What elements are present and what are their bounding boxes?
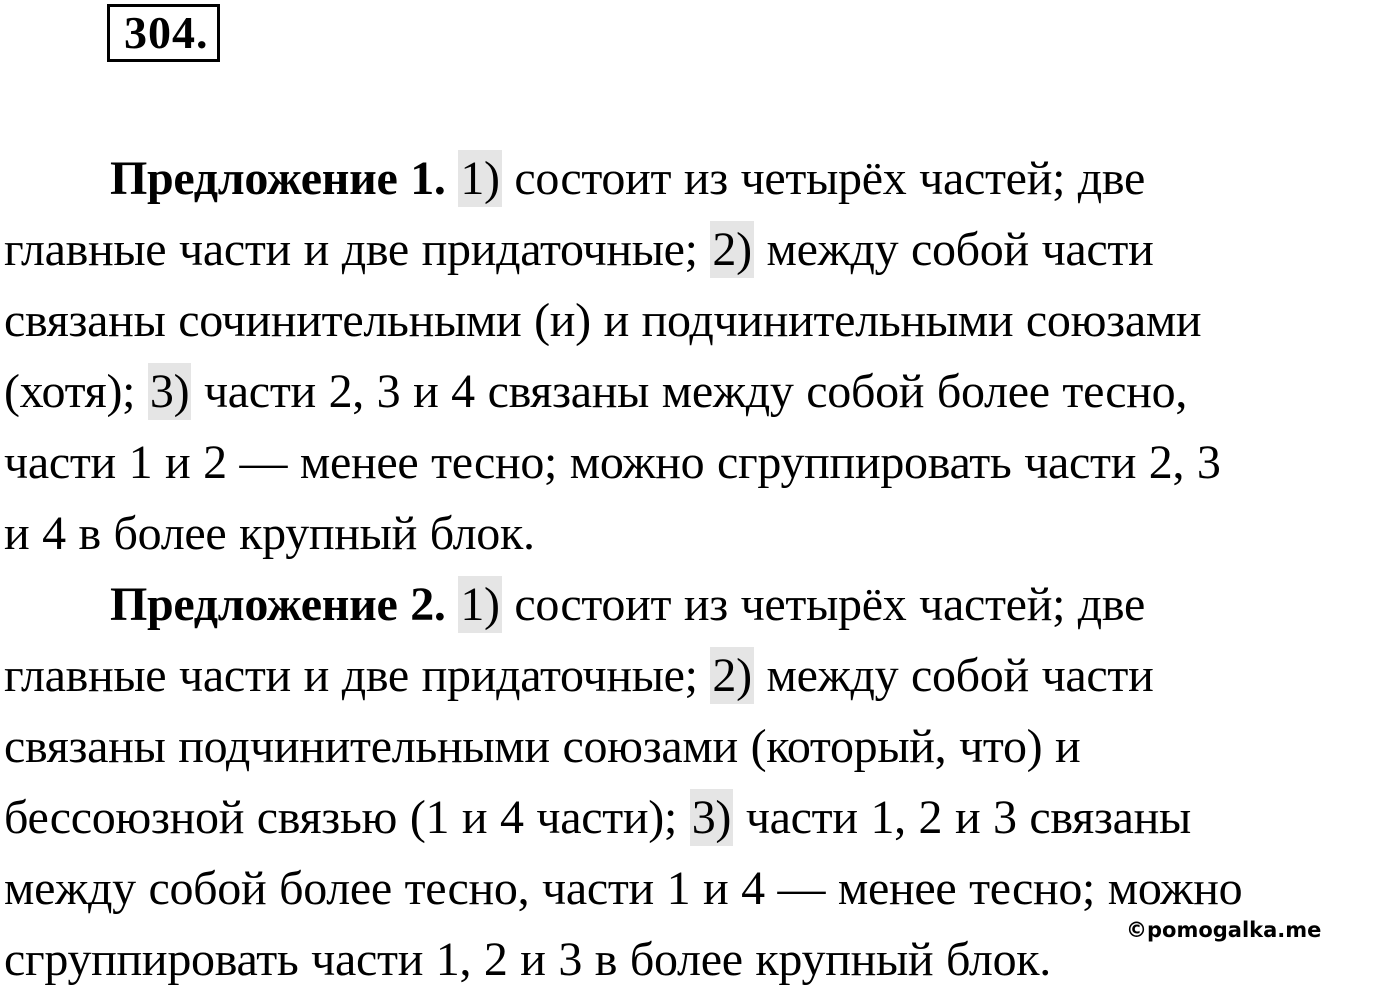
answer-text xyxy=(4,143,1396,995)
point-marker: 2) xyxy=(712,649,752,702)
task-number-dot: . xyxy=(196,7,209,58)
point-marker: 2) xyxy=(712,223,752,276)
text-line xyxy=(4,356,1396,427)
watermark: ©pomogalka.me xyxy=(1126,918,1322,942)
text-line xyxy=(4,427,1396,498)
sentence-heading: Предложение 1. xyxy=(110,152,446,205)
text-segment: и 4 в более крупный блок. xyxy=(4,507,535,560)
text-segment: части 1 и 2 — менее тесно; можно сгруппировать части 2, 3 xyxy=(4,436,1221,489)
text-segment: между собой части xyxy=(753,649,1154,702)
text-segment: состоит из четырёх частей; две xyxy=(501,152,1146,205)
text-line xyxy=(4,214,1396,285)
text-segment: состоит из четырёх частей; две xyxy=(501,578,1146,631)
text-segment: между собой более тесно, части 1 и 4 — менее тесно; можно xyxy=(4,862,1243,915)
text-segment: части 2, 3 и 4 связаны между собой более тесно, xyxy=(191,365,1188,418)
point-marker: 3) xyxy=(691,791,732,844)
text-line xyxy=(4,640,1396,711)
text-line xyxy=(4,711,1396,782)
text-segment: главные части и две придаточные; xyxy=(4,649,711,702)
text-segment: между собой части xyxy=(753,223,1154,276)
task-number-box xyxy=(107,4,220,62)
text-segment: (хотя); xyxy=(4,365,148,418)
paragraph-sentence-1 xyxy=(4,143,1396,569)
text-line xyxy=(4,569,1396,640)
text-segment: части 1, 2 и 3 связаны xyxy=(733,791,1191,844)
text-segment: сгруппировать части 1, 2 и 3 в более крупный блок. xyxy=(4,933,1052,986)
task-number: 304 xyxy=(124,7,196,58)
sentence-heading: Предложение 2. xyxy=(110,578,446,631)
point-marker: 1) xyxy=(460,152,500,205)
text-line xyxy=(4,853,1396,924)
text-segment: связаны подчинительными союзами (который, что) и xyxy=(4,720,1081,773)
point-marker: 1) xyxy=(460,578,500,631)
point-marker: 3) xyxy=(149,365,190,418)
text-line xyxy=(4,143,1396,214)
text-line xyxy=(4,285,1396,356)
text-line xyxy=(4,498,1396,569)
text-line xyxy=(4,782,1396,853)
text-segment: связаны сочинительными (и) и подчинительными союзами xyxy=(4,294,1202,347)
text-segment: бессоюзной связью (1 и 4 части); xyxy=(4,791,690,844)
text-segment: главные части и две придаточные; xyxy=(4,223,711,276)
